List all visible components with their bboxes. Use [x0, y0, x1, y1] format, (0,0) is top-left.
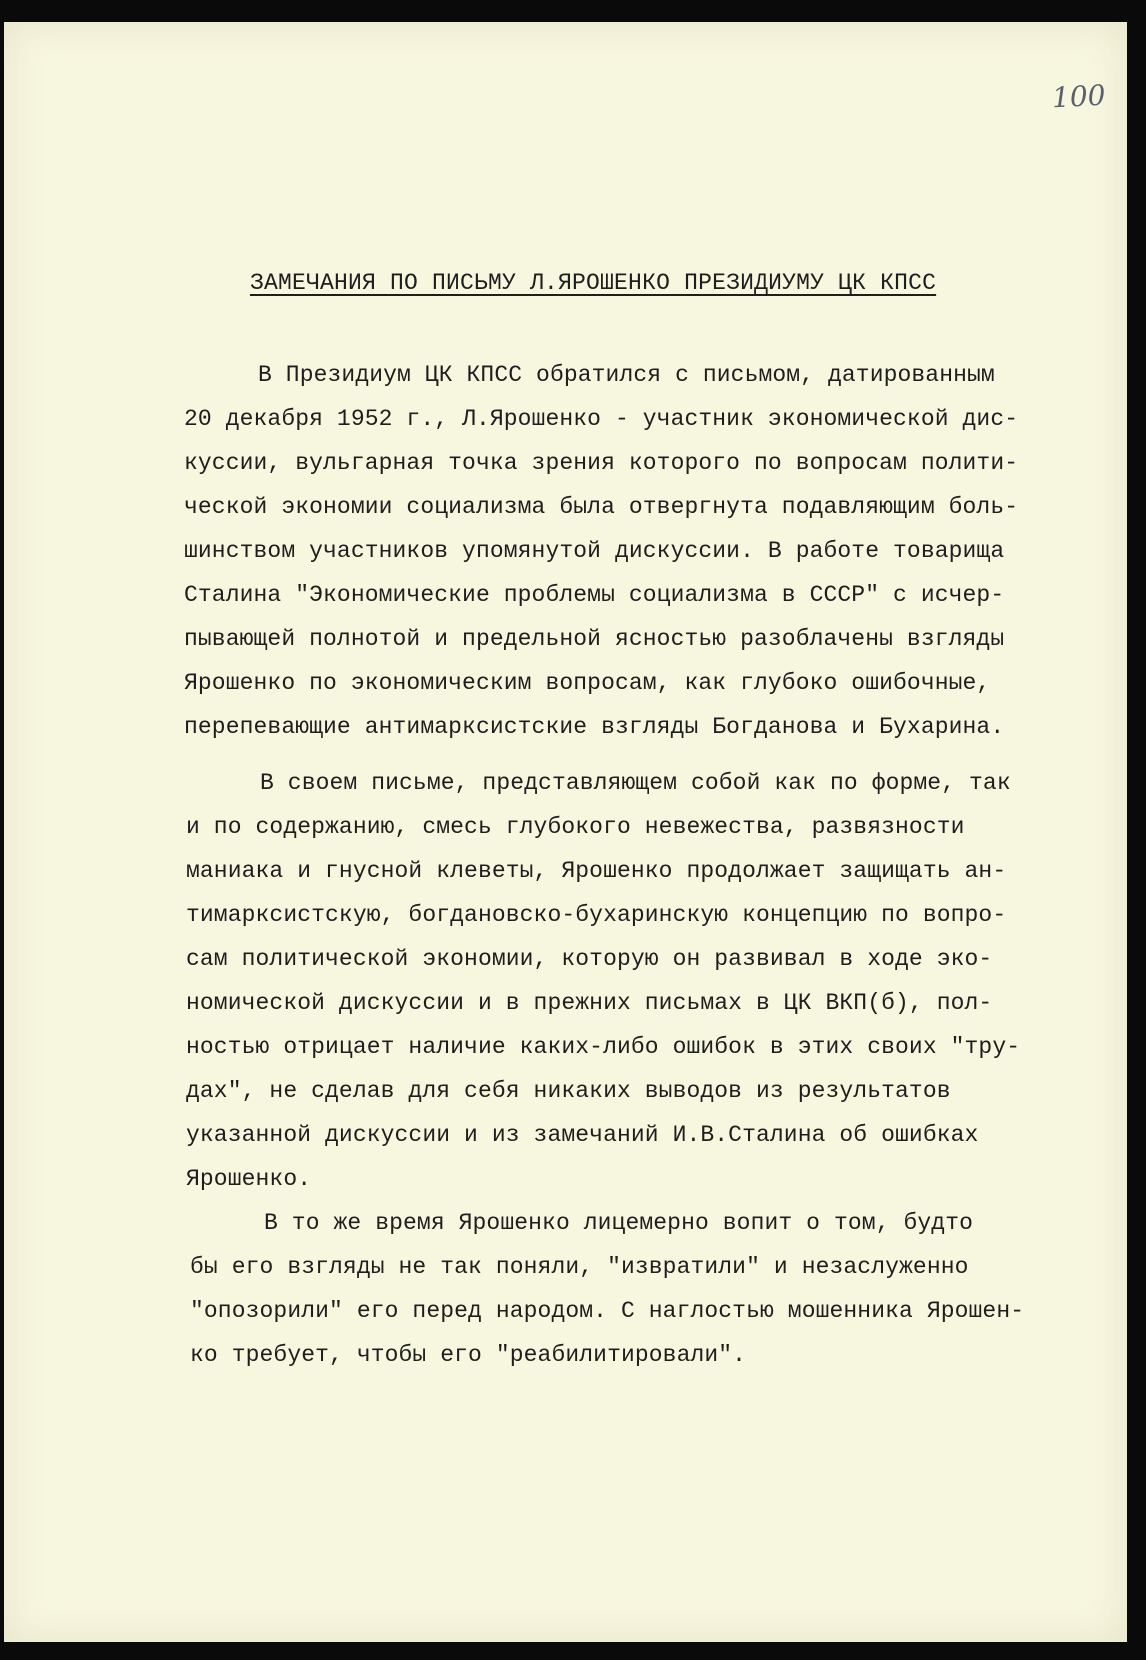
text-line: куссии, вульгарная точка зрения которого по вопросам полити-: [184, 450, 1019, 476]
text-line: Ярошенко по экономическим вопросам, как глубоко ошибочные,: [184, 670, 991, 696]
text-line: В своем письме, представляющем собой как по форме, так: [260, 770, 1011, 796]
text-line: В то же время Ярошенко лицемерно вопит о том, будто: [264, 1210, 974, 1236]
text-line: В Президиум ЦК КПСС обратился с письмом, датированным: [258, 362, 995, 388]
text-line: Ярошенко.: [186, 1166, 312, 1192]
scan-background-edge: [1130, 0, 1146, 1660]
text-line: "опозорили" его перед народом. С наглостью мошенника Ярошен-: [190, 1298, 1025, 1324]
document-page: [4, 22, 1127, 1642]
text-line: маниака и гнусной клеветы, Ярошенко продолжает защищать ан-: [186, 858, 1007, 884]
handwritten-page-number: 100: [1051, 78, 1107, 115]
text-line: тимарксистскую, богдановско-бухаринскую концепцию по вопро-: [186, 902, 1007, 928]
text-line: Сталина "Экономические проблемы социализма в СССР" с исчер-: [184, 582, 1005, 608]
text-line: указанной дискуссии и из замечаний И.В.Сталина об ошибках: [186, 1122, 979, 1148]
text-line: бы его взгляды не так поняли, "извратили" и незаслуженно: [190, 1254, 969, 1280]
text-line: перепевающие антимарксистские взгляды Богданова и Бухарина.: [184, 714, 1005, 740]
text-line: и по содержанию, смесь глубокого невежества, развязности: [186, 814, 965, 840]
text-line: шинством участников упомянутой дискуссии. В работе товарища: [184, 538, 1005, 564]
document-title: ЗАМЕЧАНИЯ ПО ПИСЬМУ Л.ЯРОШЕНКО ПРЕЗИДИУМУ ЦК КПСС: [250, 270, 937, 296]
text-line: номической дискуссии и в прежних письмах в ЦК ВКП(б), пол-: [186, 990, 993, 1016]
text-line: ческой экономии социализма была отвергнута подавляющим боль-: [184, 494, 1019, 520]
text-line: сам политической экономии, которую он развивал в ходе эко-: [186, 946, 993, 972]
text-line: пывающей полнотой и предельной ясностью разоблачены взгляды: [184, 626, 1005, 652]
text-line: 20 декабря 1952 г., Л.Ярошенко - участник экономической дис-: [184, 406, 1019, 432]
text-line: ко требует, чтобы его "реабилитировали".: [190, 1342, 747, 1368]
text-line: дах", не сделав для себя никаких выводов из результатов: [186, 1078, 951, 1104]
text-line: ностью отрицает наличие каких-либо ошибок в этих своих "тру-: [186, 1034, 1021, 1060]
